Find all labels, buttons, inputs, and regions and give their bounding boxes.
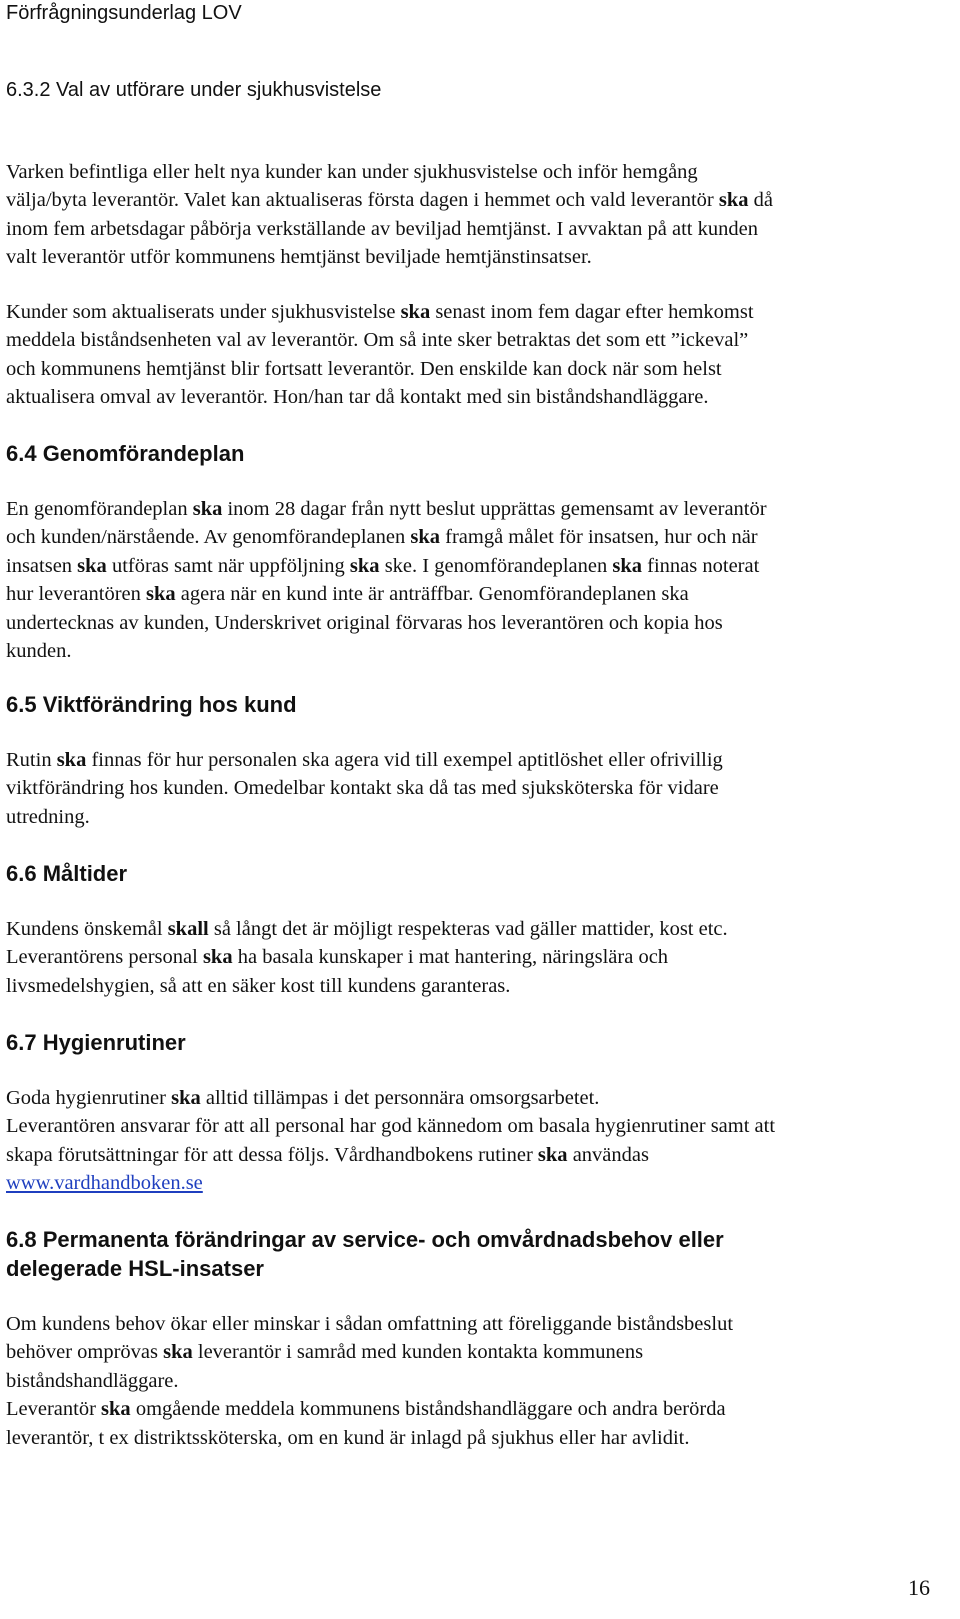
paragraph-line: [6, 355, 946, 383]
text-run: livsmedelshygien, så att en säker kost till kundens garanteras.: [6, 974, 511, 997]
text-run: ske. I genomförandeplanen: [379, 554, 613, 577]
paragraph-line: [6, 552, 946, 580]
text-run: alltid tillämpas i det personnära omsorgsarbetet.: [200, 1087, 600, 1109]
paragraph-line: [6, 1338, 946, 1366]
paragraph: [6, 1310, 946, 1452]
paragraph-line: [6, 943, 946, 971]
bold-text: ska: [612, 554, 643, 577]
paragraph-line: [6, 1367, 946, 1395]
text-run: Kundens önskemål: [6, 918, 168, 940]
paragraph-line: [6, 803, 946, 831]
text-run: finnas noterat: [642, 554, 760, 577]
section-heading-6-4: 6.4 Genomförandeplan: [6, 441, 245, 466]
paragraph: [6, 746, 946, 831]
text-run: ha basala kunskaper i mat hantering, näringslära och: [232, 946, 669, 969]
bold-text: ska: [400, 301, 431, 323]
text-run: så långt det är möjligt respekteras vad gäller mattider, kost etc.: [208, 918, 728, 940]
text-run: senast inom fem dagar efter hemkomst: [430, 301, 754, 323]
text-run: användas: [567, 1143, 649, 1166]
text-run: och kunden/närstående. Av genomförandeplanen: [6, 526, 411, 549]
bold-text: ska: [192, 498, 223, 520]
text-run: Om kundens behov ökar eller minskar i sådan omfattning att föreliggande biståndsbeslut: [6, 1313, 734, 1335]
paragraph-line: [6, 1084, 946, 1112]
paragraph-line: [6, 243, 946, 271]
text-run: Goda hygienrutiner: [6, 1087, 172, 1109]
page-number: 16: [908, 1575, 930, 1600]
text-run: kunden.: [6, 640, 72, 663]
paragraph-line: [6, 1395, 946, 1423]
text-run: omgående meddela kommunens biståndshandläggare och andra berörda: [130, 1398, 726, 1421]
paragraph-line: [6, 298, 946, 326]
paragraph-line: [6, 580, 946, 608]
text-run: meddela biståndsenheten val av leverantör. Om så inte sker betraktas det som ett ”ickeval”: [6, 329, 749, 352]
text-run: leverantör i samråd med kunden kontakta kommunens: [192, 1341, 644, 1364]
bold-text: ska: [537, 1143, 568, 1166]
paragraph-line: [6, 158, 946, 186]
text-run: utredning.: [6, 805, 90, 828]
text-run: biståndshandläggare.: [6, 1369, 179, 1392]
text-run: inom 28 dagar från nytt beslut upprättas gemensamt av leverantör: [222, 498, 767, 520]
paragraph-line: [6, 1112, 946, 1140]
bold-text: ska: [410, 526, 440, 549]
paragraph-line: [6, 186, 946, 214]
paragraph-line: [6, 915, 946, 943]
text-run: agera när en kund inte är anträffbar. Genomförandeplanen ska: [175, 583, 689, 606]
text-run: undertecknas av kunden, Underskrivet original förvaras hos leverantören och kopia hos: [6, 611, 723, 634]
text-run: Leverantören ansvarar för att all personal har god kännedom om basala hygienrutiner samt att: [6, 1115, 776, 1138]
paragraph: [6, 915, 946, 1000]
paragraph-line: [6, 972, 946, 1000]
text-run: Leverantörens personal: [6, 946, 203, 969]
text-run: då: [748, 189, 773, 212]
text-run: Kunder som aktualiserats under sjukhusvistelse: [6, 301, 401, 323]
paragraph-line: [6, 326, 946, 354]
bold-text: skall: [167, 918, 209, 940]
text-run: En genomförandeplan: [6, 498, 193, 520]
text-run: behöver omprövas: [6, 1341, 164, 1364]
heading-line: 6.8 Permanenta förändringar av service- och omvårdnadsbehov eller: [6, 1227, 724, 1252]
paragraph-line: [6, 746, 946, 774]
text-run: välja/byta leverantör. Valet kan aktualiseras första dagen i hemmet och vald leverantör: [6, 189, 719, 212]
text-run: Varken befintliga eller helt nya kunder kan under sjukhusvistelse och inför hemgång: [6, 161, 698, 183]
text-run: Leverantör: [6, 1398, 102, 1421]
bold-text: ska: [718, 189, 749, 212]
document-header: Förfrågningsunderlag LOV: [6, 2, 242, 24]
text-run: viktförändring hos kunden. Omedelbar kontakt ska då tas med sjuksköterska för vidare: [6, 777, 719, 800]
paragraph-line: [6, 523, 946, 551]
section-heading-6-6: 6.6 Måltider: [6, 861, 128, 886]
text-run: leverantör, t ex distriktssköterska, om en kund är inlagd på sjukhus eller har avlidit.: [6, 1426, 690, 1449]
text-run: inom fem arbetsdagar påbörja verkställande av beviljad hemtjänst. I avvaktan på att kunden: [6, 217, 758, 240]
bold-text: ska: [101, 1398, 131, 1421]
bold-text: ska: [202, 946, 233, 969]
vardhandboken-link[interactable]: www.vardhandboken.se: [6, 1172, 203, 1195]
text-run: hur leverantören: [6, 583, 147, 606]
bold-text: ska: [349, 554, 380, 577]
heading-line: delegerade HSL-insatser: [6, 1256, 264, 1281]
section-heading-6-5: 6.5 Viktförändring hos kund: [6, 692, 297, 717]
paragraph-line: [6, 495, 946, 523]
paragraph-line: [6, 383, 946, 411]
bold-text: ska: [163, 1341, 193, 1364]
paragraph: [6, 495, 946, 665]
text-run: skapa förutsättningar för att dessa följs. Vårdhandbokens rutiner: [6, 1143, 538, 1166]
bold-text: ska: [146, 583, 176, 606]
paragraph-line: [6, 215, 946, 243]
section-heading-6-8: [6, 1225, 724, 1283]
text-run: aktualisera omval av leverantör. Hon/han tar då kontakt med sin biståndshandläggare.: [6, 386, 709, 409]
paragraph-line: [6, 637, 946, 665]
section-heading-6-7: 6.7 Hygienrutiner: [6, 1030, 186, 1055]
paragraph: [6, 158, 946, 272]
text-run: finnas för hur personalen ska agera vid till exempel aptitlöshet eller ofrivillig: [86, 749, 723, 771]
paragraph-line: [6, 1141, 946, 1169]
bold-text: ska: [171, 1087, 201, 1109]
text-run: Rutin: [6, 749, 57, 771]
text-run: valt leverantör utför kommunens hemtjänst beviljade hemtjänstinsatser.: [6, 246, 592, 269]
paragraph-line: [6, 1169, 946, 1197]
paragraph-line: [6, 1424, 946, 1452]
bold-text: ska: [77, 554, 107, 577]
bold-text: ska: [56, 749, 87, 771]
paragraph-line: [6, 774, 946, 802]
text-run: utföras samt när uppföljning: [106, 554, 350, 577]
paragraph: [6, 298, 946, 412]
paragraph-line: [6, 1310, 946, 1338]
section-heading-6-3-2: 6.3.2 Val av utförare under sjukhusvistelse: [6, 79, 382, 101]
text-run: insatsen: [6, 554, 78, 577]
paragraph: [6, 1084, 946, 1198]
paragraph-line: [6, 609, 946, 637]
text-run: och kommunens hemtjänst blir fortsatt leverantör. Den enskilde kan dock när som helst: [6, 357, 722, 380]
text-run: framgå målet för insatsen, hur och när: [440, 526, 758, 549]
